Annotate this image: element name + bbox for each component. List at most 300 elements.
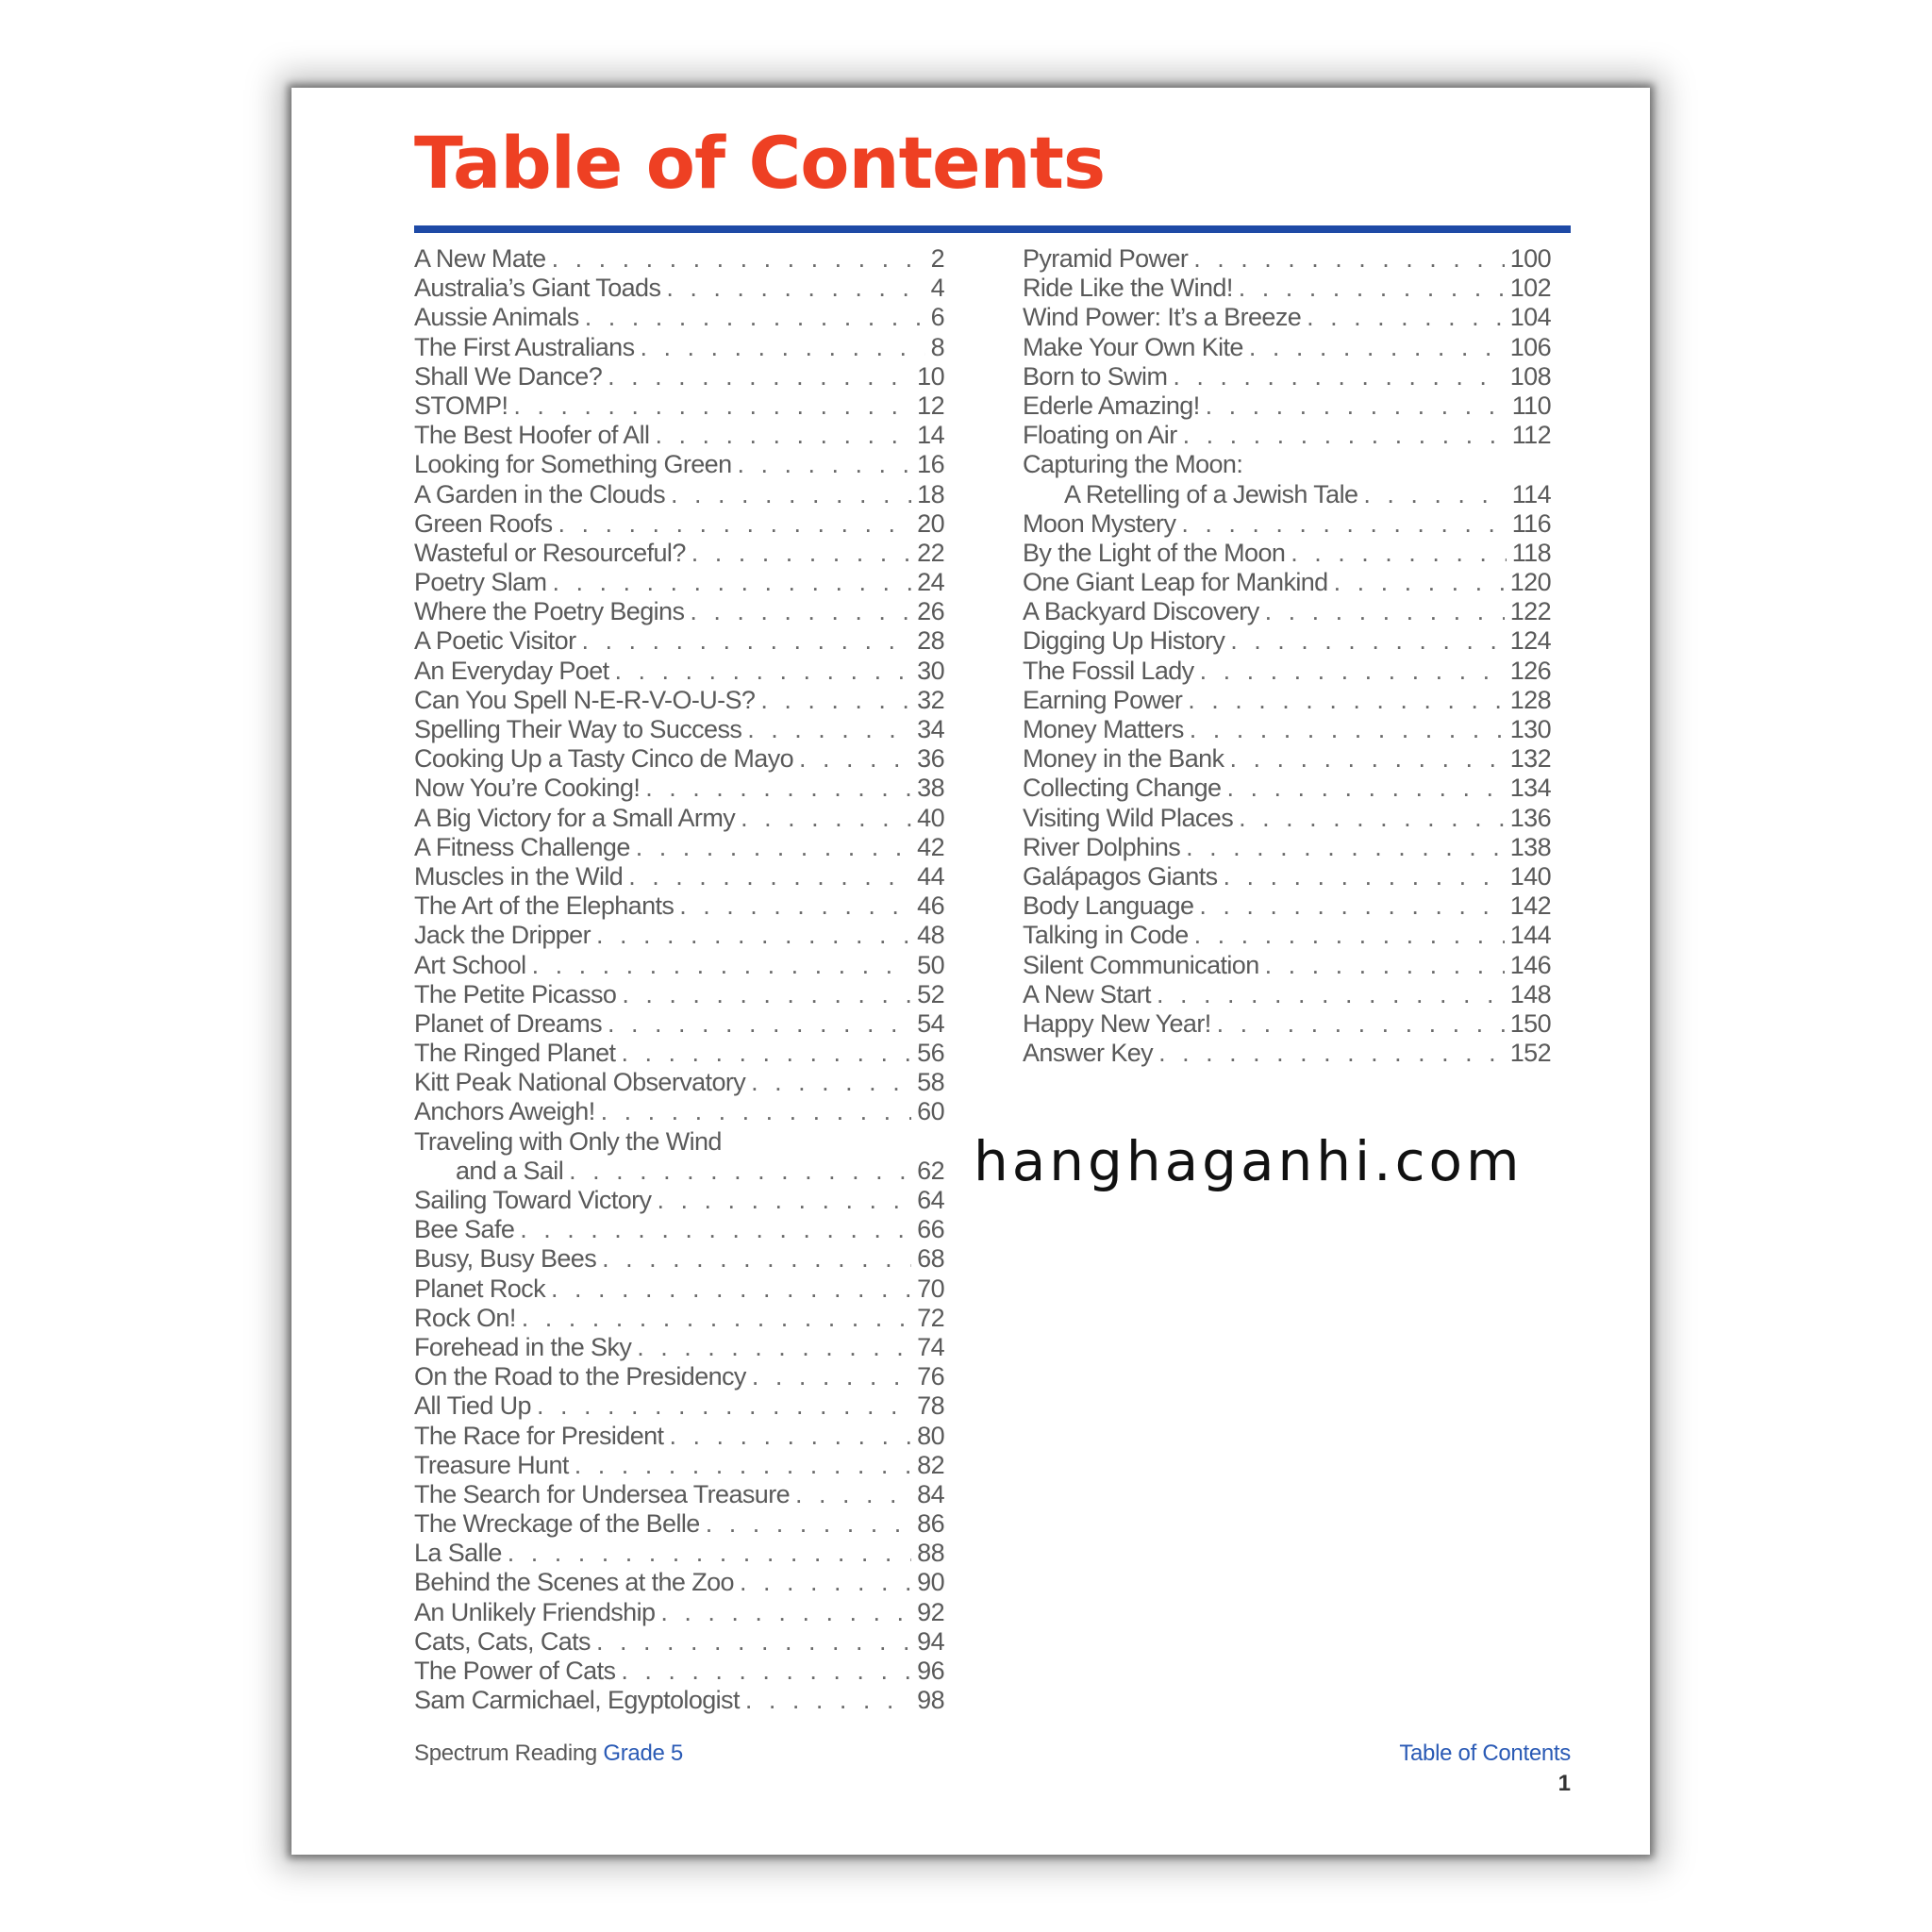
toc-entry [1023,480,1551,509]
toc-entry-title: Planet Rock [414,1274,545,1303]
toc-entry [414,1215,944,1244]
toc-entry-title: Sam Carmichael, Egyptologist [414,1686,740,1715]
toc-entry-page: 88 [917,1539,944,1568]
dot-leader [669,1422,911,1451]
dot-leader [1193,244,1504,274]
toc-entry-title: Rock On! [414,1303,516,1332]
dot-leader [760,686,911,715]
toc-entry-page: 4 [930,274,944,303]
dot-leader [552,568,911,597]
dot-leader [608,1009,911,1039]
dot-leader [751,1068,911,1097]
toc-entry-page: 106 [1509,332,1551,361]
toc-entry-page: 28 [917,626,944,656]
toc-entry [414,1391,944,1421]
dot-leader [1194,921,1505,950]
dot-leader [596,921,911,950]
toc-entry-title: Sailing Toward Victory [414,1186,652,1214]
toc-entry [414,303,944,332]
dot-leader [569,1157,911,1186]
toc-entry-page: 66 [917,1215,944,1244]
toc-entry-page: 64 [917,1186,944,1214]
toc-entry [414,1304,944,1333]
toc-entry-page: 22 [917,538,944,567]
dot-leader [637,1333,911,1362]
toc-entry-page: 150 [1509,1008,1551,1038]
toc-entry-page: 96 [917,1657,944,1685]
dot-leader [1173,362,1504,391]
toc-entry-page: 120 [1509,568,1551,597]
dot-leader [601,1097,912,1126]
toc-entry-title: and a Sail [456,1156,564,1185]
toc-entry-page: 14 [917,421,944,450]
toc-entry [414,626,944,656]
toc-entry-page: 8 [930,332,944,361]
dot-leader [1239,804,1505,833]
dot-leader [666,274,924,303]
toc-entry [414,1157,944,1186]
dot-leader [513,391,911,421]
toc-entry-title: By the Light of the Moon [1023,538,1286,567]
toc-entry [1023,951,1551,980]
dot-leader [602,1244,911,1274]
toc-entry [414,1686,944,1715]
toc-entry-page: 122 [1509,597,1551,626]
dot-leader [551,1274,911,1304]
toc-entry [414,1568,944,1597]
toc-entry-page: 48 [917,921,944,950]
toc-entry [414,657,944,686]
toc-entry [1023,862,1551,891]
toc-entry [1023,597,1551,626]
toc-entry-page: 54 [917,1008,944,1038]
toc-entry [1023,891,1551,921]
dot-leader [575,1451,911,1480]
toc-entry-page: 32 [917,685,944,714]
toc-entry [1023,568,1551,597]
toc-entry-title: Wasteful or Resourceful? [414,538,686,567]
toc-entry [414,951,944,980]
toc-entry [1023,1039,1551,1068]
dot-leader [741,804,911,833]
book-page [291,88,1650,1855]
toc-entry [1023,744,1551,774]
toc-entry-title: Talking in Code [1023,921,1189,950]
dot-leader [740,1568,911,1597]
toc-entry-page: 136 [1509,803,1551,832]
dot-leader [795,1480,911,1509]
toc-entry [414,1274,944,1304]
toc-entry [1023,333,1551,362]
dot-leader [1188,686,1504,715]
toc-entry-title: Now You’re Cooking! [414,774,641,803]
toc-entry-page: 46 [917,891,944,921]
toc-entry-page: 72 [917,1303,944,1332]
toc-entry-page: 98 [917,1686,944,1715]
toc-entry-page: 110 [1511,391,1551,420]
toc-entry-title: Green Roofs [414,508,553,538]
toc-entry-title: Muscles in the Wild [414,861,624,891]
toc-entry-page: 90 [917,1568,944,1597]
toc-entry-title: Planet of Dreams [414,1008,602,1038]
toc-entry-title: Collecting Change [1023,774,1222,803]
toc-entry-title: Money in the Bank [1023,744,1224,774]
toc-entry [414,539,944,568]
toc-entry-title: Anchors Aweigh! [414,1097,595,1126]
footer-grade: Grade 5 [603,1740,683,1766]
toc-entry-title: Cats, Cats, Cats [414,1626,591,1656]
toc-entry-page: 112 [1511,421,1551,450]
toc-entry-title: The Petite Picasso [414,979,617,1008]
toc-entry-page: 134 [1509,774,1551,803]
dot-leader [1186,833,1505,862]
toc-entry-title: The Art of the Elephants [414,891,675,921]
toc-entry-page: 124 [1509,626,1551,656]
toc-entry-title: An Everyday Poet [414,656,609,685]
toc-entry-title: The Power of Cats [414,1657,616,1685]
toc-entry [414,980,944,1009]
toc-entry-title: Moon Mystery [1023,508,1176,538]
toc-entry [414,1539,944,1568]
toc-entry-title: Digging Up History [1023,626,1225,656]
toc-entry-title: Can You Spell N-E-R-V-O-U-S? [414,685,756,714]
dot-leader [1206,391,1507,421]
toc-entry-page: 24 [917,568,944,597]
toc-entry-title: Earning Power [1023,685,1183,714]
toc-entry-page: 58 [917,1068,944,1097]
toc-entry-title: The Ringed Planet [414,1039,616,1068]
toc-entry-title: All Tied Up [414,1391,531,1421]
toc-entry [414,1627,944,1657]
dot-leader [508,1539,911,1568]
toc-entry-title: A Big Victory for a Small Army [414,803,736,832]
toc-entry-page: 6 [930,303,944,332]
toc-entry-page: 116 [1511,508,1551,538]
toc-entry-title: The Race for President [414,1421,664,1450]
dot-leader [1224,862,1505,891]
toc-entry [414,597,944,626]
toc-entry-title: On the Road to the Presidency [414,1362,746,1391]
dot-leader [582,626,912,656]
toc-entry-page: 80 [917,1421,944,1450]
toc-entry-page: 152 [1509,1039,1551,1068]
toc-entry-title: A New Start [1023,979,1151,1008]
toc-entry-title: Cooking Up a Tasty Cinco de Mayo [414,744,794,774]
toc-entry-title: One Giant Leap for Mankind [1023,568,1328,597]
toc-entry-page: 18 [917,479,944,508]
dot-leader [537,1391,911,1421]
dot-leader [636,833,911,862]
dot-leader [1229,744,1504,774]
title-divider [414,225,1571,233]
dot-leader [628,862,911,891]
toc-entry [1023,274,1551,303]
dot-leader [1239,274,1505,303]
toc-entry-title: Pyramid Power [1023,244,1189,273]
toc-entry [414,862,944,891]
toc-entry-page: 108 [1509,361,1551,391]
dot-leader [660,1598,911,1627]
toc-entry-title: Kitt Peak National Observatory [414,1068,746,1097]
dot-leader [1226,774,1504,803]
dot-leader [745,1686,911,1715]
toc-entry-title: Wind Power: It’s a Breeze [1023,303,1302,332]
dot-leader [1230,626,1504,656]
dot-leader [752,1362,911,1391]
toc-entry-page: 2 [930,244,944,273]
dot-leader [1249,333,1505,362]
toc-entry-page: 84 [917,1479,944,1508]
toc-entry-page: 132 [1509,744,1551,774]
toc-entry-page: 92 [917,1597,944,1626]
toc-entry [1023,715,1551,744]
toc-entry-page: 118 [1511,538,1551,567]
toc-entry [414,450,944,479]
toc-entry-title: A New Mate [414,244,546,273]
toc-entry-title: Money Matters [1023,715,1184,743]
toc-entry-page: 100 [1509,244,1551,273]
dot-leader [799,744,911,774]
dot-leader [738,450,912,479]
toc-entry-title: Poetry Slam [414,568,547,597]
dot-leader [615,657,912,686]
toc-entry-page: 138 [1509,832,1551,861]
toc-entry [414,715,944,744]
toc-entry-page: 74 [917,1332,944,1361]
toc-entry-page: 26 [917,597,944,626]
toc-entry-page: 126 [1509,656,1551,685]
toc-entry [1023,686,1551,715]
toc-entry-title: A Backyard Discovery [1023,597,1259,626]
toc-entry-title: Looking for Something Green [414,450,732,479]
footer-book-title [414,1740,683,1767]
toc-entry-page: 10 [917,361,944,391]
page-number: 1 [1557,1771,1571,1796]
toc-entry-title: Forehead in the Sky [414,1332,632,1361]
toc-entry [414,421,944,450]
toc-entry [1023,774,1551,803]
toc-entry-title: The Fossil Lady [1023,656,1194,685]
toc-entry-page: 104 [1509,303,1551,332]
toc-entry-page: 128 [1509,685,1551,714]
dot-leader [691,539,911,568]
toc-entry [414,568,944,597]
toc-entry [414,244,944,274]
toc-entry-title: Art School [414,950,526,979]
toc-entry [1023,362,1551,391]
dot-leader [1190,715,1505,744]
toc-entry-page: 62 [917,1156,944,1185]
toc-entry-page: 76 [917,1362,944,1391]
dot-leader [608,362,911,391]
toc-entry-page: 82 [917,1450,944,1479]
toc-left-column [414,244,944,1715]
dot-leader [655,421,911,450]
dot-leader [532,951,912,980]
toc-right-column [1023,244,1551,1068]
toc-entry [414,833,944,862]
toc-entry-title: The First Australians [414,332,635,361]
toc-entry-page: 130 [1509,715,1551,743]
toc-entry-page: 148 [1509,979,1551,1008]
toc-entry [414,921,944,950]
toc-entry-title: Silent Communication [1023,950,1259,979]
toc-entry [1023,244,1551,274]
dot-leader [1363,480,1506,509]
toc-entry [1023,539,1551,568]
toc-entry [414,1657,944,1686]
toc-entry-title: La Salle [414,1539,502,1568]
toc-entry [414,1451,944,1480]
toc-entry-page: 40 [917,803,944,832]
toc-entry-title: STOMP! [414,391,508,420]
toc-entry [414,1333,944,1362]
toc-entry [1023,657,1551,686]
dot-leader [1265,951,1505,980]
toc-entry-title: Busy, Busy Bees [414,1244,597,1274]
toc-entry-page: 16 [917,450,944,479]
dot-leader [1158,1039,1505,1068]
dot-leader [1183,421,1507,450]
toc-entry [414,1422,944,1451]
toc-entry-title: Spelling Their Way to Success [414,715,742,743]
watermark-text: hanghaganhi.com [974,1129,1524,1193]
toc-entry-title: Answer Key [1023,1039,1154,1068]
toc-entry-title: A Fitness Challenge [414,832,630,861]
toc-entry-page: 36 [917,744,944,774]
dot-leader [706,1509,911,1539]
toc-entry-title: A Retelling of a Jewish Tale [1064,479,1358,508]
toc-entry [414,774,944,803]
dot-leader [522,1304,911,1333]
toc-entry [1023,833,1551,862]
toc-entry-page: 50 [917,950,944,979]
toc-entry [414,1509,944,1539]
footer-book-name: Spectrum Reading [414,1740,597,1766]
toc-entry-page: 70 [917,1274,944,1303]
dot-leader [641,333,925,362]
toc-entry [414,891,944,921]
toc-entry [1023,303,1551,332]
dot-leader [552,244,925,274]
toc-entry [1023,921,1551,950]
toc-entry [1023,450,1551,479]
dot-leader [1181,509,1506,539]
dot-leader [1157,980,1505,1009]
toc-entry-title: Galápagos Giants [1023,861,1218,891]
toc-entry-title: Bee Safe [414,1215,515,1244]
toc-entry-page: 86 [917,1509,944,1539]
toc-entry-title: Floating on Air [1023,421,1177,450]
toc-entry [414,509,944,539]
dot-leader [1334,568,1505,597]
toc-entry [414,804,944,833]
toc-entry-title: Happy New Year! [1023,1008,1211,1038]
toc-entry-page: 56 [917,1039,944,1068]
toc-entry [1023,509,1551,539]
toc-entry [1023,980,1551,1009]
toc-entry-page: 78 [917,1391,944,1421]
toc-entry-title: River Dolphins [1023,832,1181,861]
dot-leader [679,891,911,921]
toc-entry [414,1598,944,1627]
toc-entry [414,1009,944,1039]
toc-entry [414,744,944,774]
toc-entry [414,362,944,391]
dot-leader [520,1215,911,1244]
dot-leader [596,1627,911,1657]
toc-entry [1023,1009,1551,1039]
toc-entry-title: A Poetic Visitor [414,626,576,656]
footer-section: Table of Contents [1399,1740,1571,1766]
toc-entry-page: 94 [917,1626,944,1656]
toc-entry-title: Jack the Dripper [414,921,591,950]
toc-entry-title: Traveling with Only the Wind [414,1126,722,1156]
toc-entry-title: Body Language [1023,891,1194,921]
toc-entry-page: 140 [1509,861,1551,891]
dot-leader [645,774,911,803]
toc-entry [414,333,944,362]
dot-leader [585,303,925,332]
toc-entry-title: Visiting Wild Places [1023,803,1234,832]
toc-entry [414,1097,944,1126]
toc-entry-page: 44 [917,861,944,891]
dot-leader [621,1039,911,1068]
toc-entry [414,1244,944,1274]
toc-entry [414,480,944,509]
toc-entry [414,686,944,715]
toc-entry-title: Australia’s Giant Toads [414,274,661,303]
dot-leader [1217,1009,1505,1039]
toc-entry-page: 20 [917,508,944,538]
toc-entry-page: 34 [917,715,944,743]
toc-entry-page: 12 [917,391,944,420]
toc-entry-title: An Unlikely Friendship [414,1597,656,1626]
toc-entry-title: Treasure Hunt [414,1450,569,1479]
toc-entry-title: Where the Poetry Begins [414,597,685,626]
toc-entry [414,1127,944,1157]
dot-leader [671,480,911,509]
toc-entry-title: The Best Hoofer of All [414,421,650,450]
toc-entry [1023,421,1551,450]
toc-entry-title: The Search for Undersea Treasure [414,1479,791,1508]
dot-leader [747,715,911,744]
toc-entry [414,391,944,421]
toc-entry-title: A Garden in the Clouds [414,479,665,508]
toc-entry-page: 60 [917,1097,944,1126]
dot-leader [558,509,911,539]
toc-entry-page: 114 [1511,479,1551,508]
toc-entry-page: 146 [1509,950,1551,979]
toc-entry-title: Behind the Scenes at the Zoo [414,1568,734,1597]
toc-entry [414,1362,944,1391]
toc-entry-page: 102 [1509,274,1551,303]
dot-leader [1291,539,1506,568]
toc-entry-title: Born to Swim [1023,361,1168,391]
toc-entry-title: Capturing the Moon: [1023,450,1243,479]
toc-entry [1023,391,1551,421]
toc-entry-page: 42 [917,832,944,861]
toc-entry-title: Make Your Own Kite [1023,332,1243,361]
toc-entry-page: 68 [917,1244,944,1274]
toc-entry-title: Ride Like the Wind! [1023,274,1233,303]
toc-entry-title: Shall We Dance? [414,361,603,391]
dot-leader [690,597,911,626]
toc-entry [414,1068,944,1097]
dot-leader [621,1657,911,1686]
toc-entry-page: 144 [1509,921,1551,950]
dot-leader [622,980,911,1009]
